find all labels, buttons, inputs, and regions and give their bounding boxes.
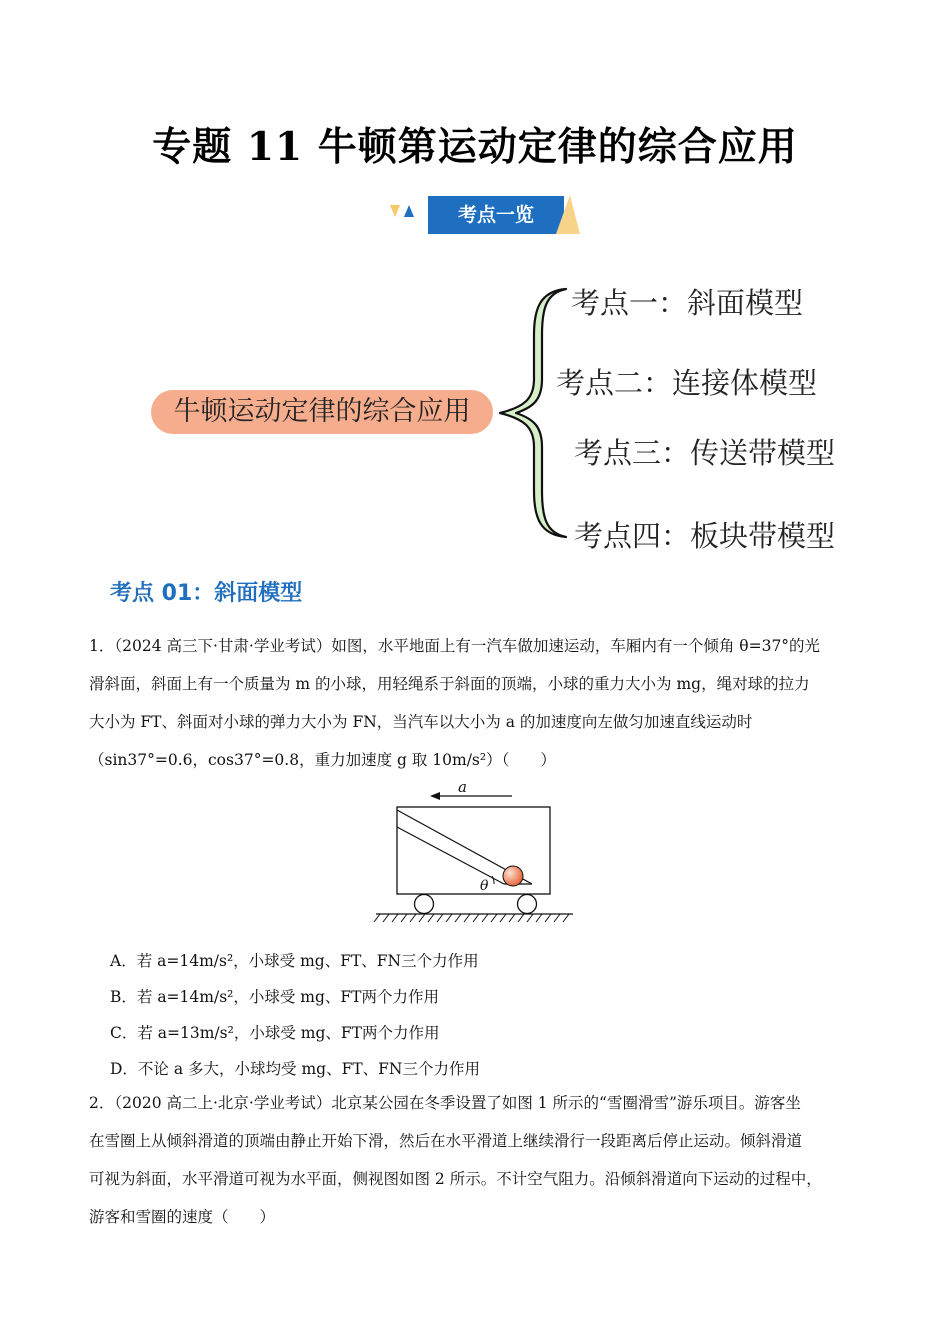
question-1-line: （sin37°=0.6，cos37°=0.8，重力加速度 g 取 10m/s²）（ ） (89, 751, 556, 769)
question-1-figure (372, 772, 577, 930)
section-heading: 考点 01：斜面模型 (110, 581, 303, 606)
question-1-option-c: C．若 a=13m/s²，小球受 mg、FT两个力作用 (110, 1024, 440, 1042)
angle-label: θ (480, 878, 489, 894)
question-1-line: 大小为 FT、斜面对小球的弹力大小为 FN，当汽车以大小为 a 的加速度向左做匀加速直线运动时 (89, 713, 753, 731)
wheel-left (415, 895, 434, 914)
question-1-stem (89, 627, 869, 779)
mindmap-branch-2: 考点二：连接体模型 (556, 366, 818, 400)
mindmap-brace (490, 283, 570, 543)
question-1-line: 滑斜面，斜面上有一个质量为 m 的小球，用轻绳系于斜面的顶端，小球的重力大小为 mg，绳对球的拉力 (89, 675, 810, 693)
question-2-line: 可视为斜面，水平滑道可视为水平面，侧视图如图 2 所示。不计空气阻力。沿倾斜滑道向下运动的过程中， (89, 1170, 822, 1188)
triangle-icons (388, 203, 424, 227)
badge-label: 考点一览 (428, 196, 564, 234)
question-2-line: 2．（2020 高二上·北京·学业考试）北京某公园在冬季设置了如图 1 所示的“雪圈滑雪”游乐项目。游客坐 (89, 1094, 801, 1112)
acceleration-label: a (458, 778, 467, 796)
question-2-line: 游客和雪圈的速度（ ） (89, 1208, 276, 1226)
question-1-option-a: A．若 a=14m/s²，小球受 mg、FT、FN三个力作用 (110, 952, 479, 970)
section-badge (388, 193, 588, 237)
question-1-option-b: B．若 a=14m/s²，小球受 mg、FT两个力作用 (110, 988, 439, 1006)
wheel-right (518, 895, 537, 914)
mindmap-root: 牛顿运动定律的综合应用 (151, 390, 493, 434)
mindmap-branch-4: 考点四：板块带模型 (574, 519, 836, 553)
badge-accent-icon (556, 193, 586, 237)
mindmap-branch-3: 考点三：传送带模型 (574, 436, 836, 470)
page-title: 专题 11 牛顿第运动定律的综合应用 (152, 124, 798, 170)
question-2-stem (89, 1084, 869, 1236)
question-2-line: 在雪圈上从倾斜滑道的顶端由静止开始下滑，然后在水平滑道上继续滑行一段距离后停止运动。倾斜滑道 (89, 1132, 803, 1150)
question-1-option-d: D．不论 a 多大，小球均受 mg、FT、FN三个力作用 (110, 1060, 480, 1078)
question-1-line: 1．（2024 高三下·甘肃·学业考试）如图，水平地面上有一汽车做加速运动，车厢内有一个倾角 θ=37°的光 (89, 637, 821, 655)
mindmap-branch-1: 考点一：斜面模型 (571, 286, 804, 320)
ball (503, 866, 523, 886)
